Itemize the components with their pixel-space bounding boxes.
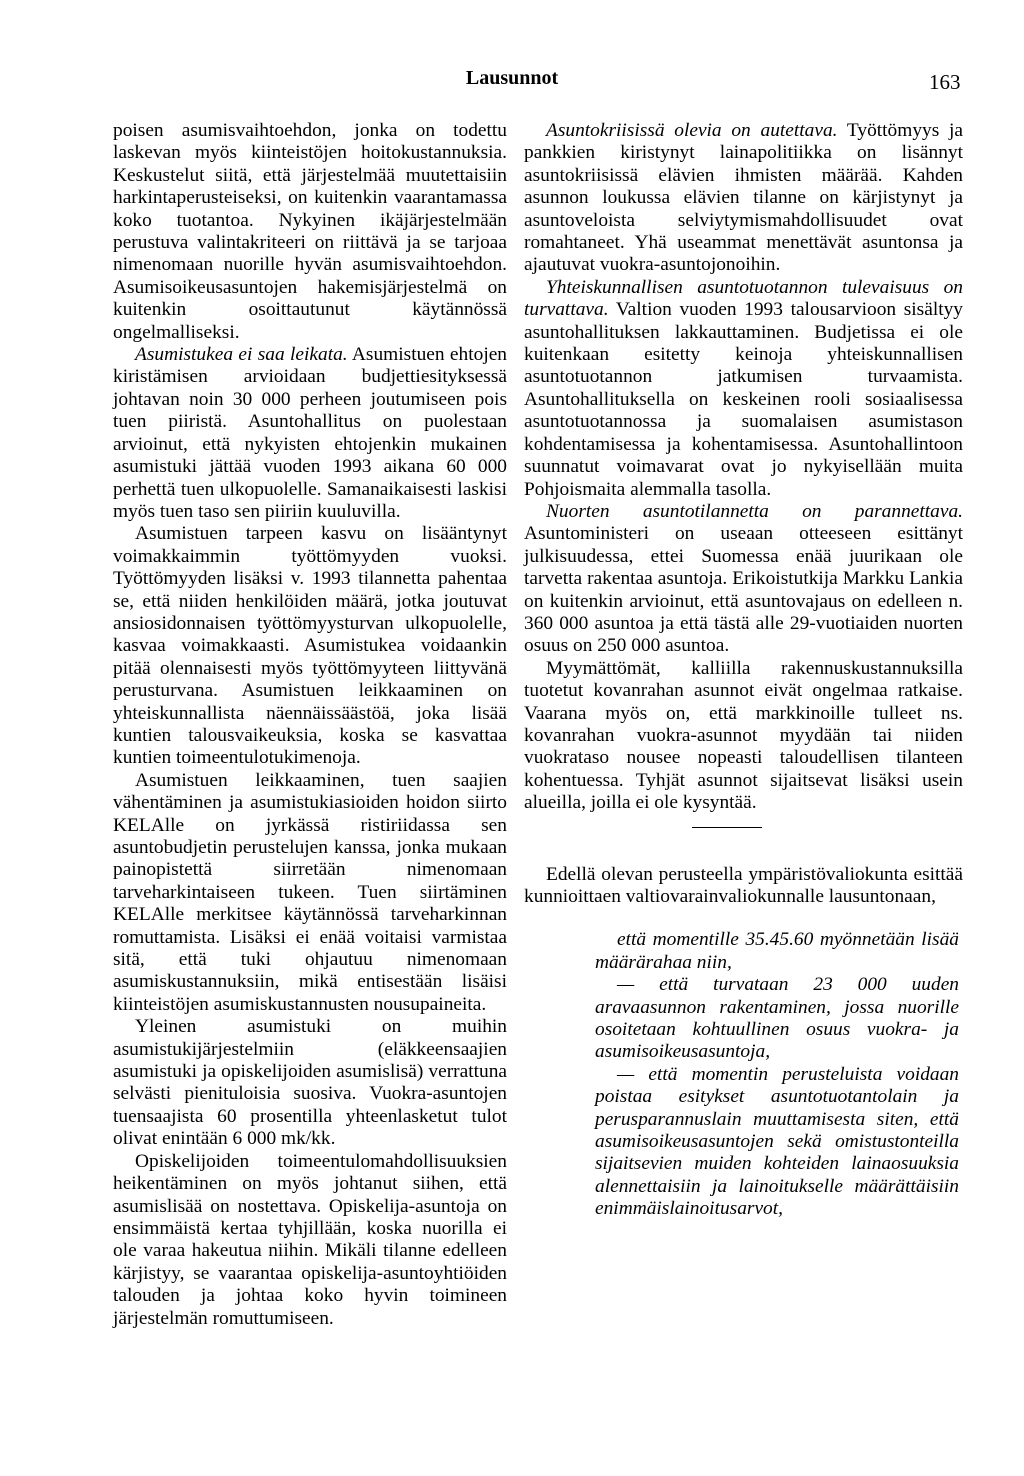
paragraph-youth-housing	[524, 501, 963, 658]
paragraph-students: Opiskelijoiden toimeentulomahdollisuuksien heikentäminen on myös johtanut siihen, että asumislisää on nostettava. Opiskelija-asuntoja on ensimmäistä kertaa tyhjillään, koska nuorilla ei ole varaa hakeutua niihin. Mikäli tilanne edelleen kärjistyy, se vaarantaa opiskelija-asuntoyhtiöiden talouden ja johtaa koko hyvin toimineen järjestelmän romuttumiseen.	[113, 1150, 507, 1329]
section-heading-youth-housing: Nuorten asuntotilannetta on parannettava.	[546, 500, 963, 522]
paragraph-unemployment: Asumistuen tarpeen kasvu on lisääntynyt voimakkaimmin työttömyyden vuoksi. Työttömyyden lisäksi v. 1993 tilannetta pahentaa se, että niiden henkilöiden määrä, jotka joutuvat ansiosidonnaisen työttömyysturvan ulkopuolelle, kasvaa voimakkaasti. Asumistukea voidaankin pitää olennaisesti myös työttömyyteen liittyvänä perusturvana. Asumistuen leikkaaminen on yhteiskunnallista näennäissäästöä, joka lisää kuntien talousvaikeuksia, koska se kasvattaa kuntien toimeentulotukimenoja.	[113, 523, 507, 769]
section-divider	[692, 827, 762, 828]
right-column	[524, 120, 963, 1221]
proposal-item: — että turvataan 23 000 uuden aravaasunnon rakentaminen, jossa nuorille osoitetaan kohtuullinen osuus vuokra- ja asumisoikeusasuntoja,	[595, 974, 959, 1063]
paragraph-housing-allowance-cuts	[113, 344, 507, 523]
paragraph-body: Asuntoministeri on useaan otteeseen esittänyt julkisuudessa, ettei Suomessa enää juurikaan ole tarvetta rakentaa asuntoja. Erikoistutkija Markku Lankia on kuitenkin arvioinut, että asuntovajaus on edelleen n. 360 000 asuntoa ja että tästä alle 29-vuotiaiden nuorten osuus on 250 000 asuntoa.	[524, 523, 963, 657]
section-heading-housing-crisis: Asuntokriisissä olevia on autettava.	[546, 120, 838, 141]
section-heading-housing-allowance: Asumistukea ei saa leikata.	[135, 344, 348, 366]
running-header-title: Lausunnot	[465, 67, 559, 89]
paragraph-body: Asumistuen ehtojen kiristämisen arvioidaan budjettiesityksessä johtavan noin 30 000 perheen joutumiseen pois tuen piiristä. Asuntohallitus on puolestaan arvioinut, että nykyisten ehtojenkin mukainen asumistuki jättää vuoden 1993 aikana 60 000 perhettä tuen ulkopuolelle. Samanaikaisesti laskisi myös tuen taso sen piiriin kuuluvilla.	[113, 344, 508, 522]
page-number: 163	[929, 70, 961, 94]
paragraph-body: Valtion vuoden 1993 talousarvioon sisältyy asuntohallituksen lakkauttaminen. Budjetissa ei ole kuitenkaan esitetty keinoja yhteiskunnallisen asuntotuotannon jatkumisen turvaamista. Asuntohallituksella on keskeinen rooli sosiaalisessa asuntotuotannossa ja suomalaisen asumistason kohdentamisessa ja kohentamisessa. Asuntohallintoon suunnatut voimavarat ovat jo nykyisellään muita Pohjoismaita alemmalla tasolla.	[524, 299, 963, 500]
paragraph-body: Työttömyys ja pankkien kiristynyt lainapolitiikka on lisännyt asuntokriisissä elävien ihmisten määrää. Kahden asunnon loukussa elävien tilanne on kärjistynyt ja asuntoveloista selviytymismahdollisuudet ovat romahtaneet. Yhä useammat menettävät asuntonsa ja ajautuvat vuokra-asuntojonoihin.	[524, 120, 963, 276]
paragraph-kela-transfer: Asumistuen leikkaaminen, tuen saajien vähentäminen ja asumistukiasioiden hoidon siirto KELAlle on jyrkässä ristiriidassa sen asuntobudjetin perustelujen kanssa, jonka mukaan painopistettä siirretään nimenomaan tarveharkintaiseen tukeen. Tuen siirtäminen KELAlle merkitsee käytännössä tarveharkinnan romuttamista. Lisäksi ei enää voitaisi varmistaa sitä, että tuki ohjautuu nimenomaan asumiskustannuksiin, mikä entisestään lisäisi kiinteistöjen asumiskustannusten nousupaineita.	[113, 769, 507, 1015]
proposal-block	[595, 929, 959, 1220]
paragraph-social-housing	[524, 277, 963, 501]
proposal-intro: Edellä olevan perusteella ympäristövaliokunta esittää kunnioittaen valtiovarainvaliokunnalle lausuntonaan,	[524, 863, 963, 907]
proposal-item: — että momentin perusteluista voidaan poistaa esitykset asuntotuotantolain ja perusparannuslain muuttamisesta siten, että asumisoikeusasuntojen sekä omistustonteilla sijaitsevien muiden kohteiden lainaosuuksia alennettaisiin ja lainoitukselle määrättäisiin enimmäislainoitusarvot,	[595, 1063, 959, 1220]
paragraph-housing-crisis	[524, 120, 963, 277]
paragraph-unsold-housing: Myymättömät, kalliilla rakennuskustannuksilla tuotetut kovanrahan asunnot eivät ongelmaa ratkaise. Vaarana myös on, että markkinoille tulleet ns. kovanrahan vuokra-asunnot myydään tai niiden vuokrataso nousee nopeasti taloudellisen tilanteen kohentuessa. Tyhjät asunnot sijaitsevat lisäksi usein alueilla, joilla ei ole kysyntää.	[524, 657, 963, 814]
proposal-lead: että momentille 35.45.60 myönnetään lisää määrärahaa niin,	[595, 929, 959, 973]
paragraph-housing-options: poisen asumisvaihtoehdon, jonka on todettu laskevan myös kiinteistöjen hoitokustannuksia. Keskustelut siitä, että järjestelmää muutettaisiin harkintaperusteiseksi, on kuitenkin vaarantamassa koko tuotantoa. Nykyinen ikäjärjestelmään perustuva valintakriteeri on riittävä ja se tarjoaa nimenomaan nuorille hyvän asumisvaihtoehdon. Asumisoikeusasuntojen hakemisjärjestelmä on kuitenkin osoittautunut käytännössä ongelmalliseksi.	[113, 120, 507, 343]
left-column	[113, 120, 507, 1330]
section-heading-social-housing: Yhteiskunnallisen asuntotuotannon tulevaisuus on turvattava.	[524, 276, 963, 321]
paragraph-general-allowance: Yleinen asumistuki on muihin asumistukijärjestelmiin (eläkkeensaajien asumistuki ja opiskelijoiden asumislisä) verrattuna selvästi pienituloisia suosiva. Vuokra-asuntojen tuensaajista 60 prosentilla yhteenlasketut tulot olivat enintään 6 000 mk/kk.	[113, 1016, 507, 1150]
